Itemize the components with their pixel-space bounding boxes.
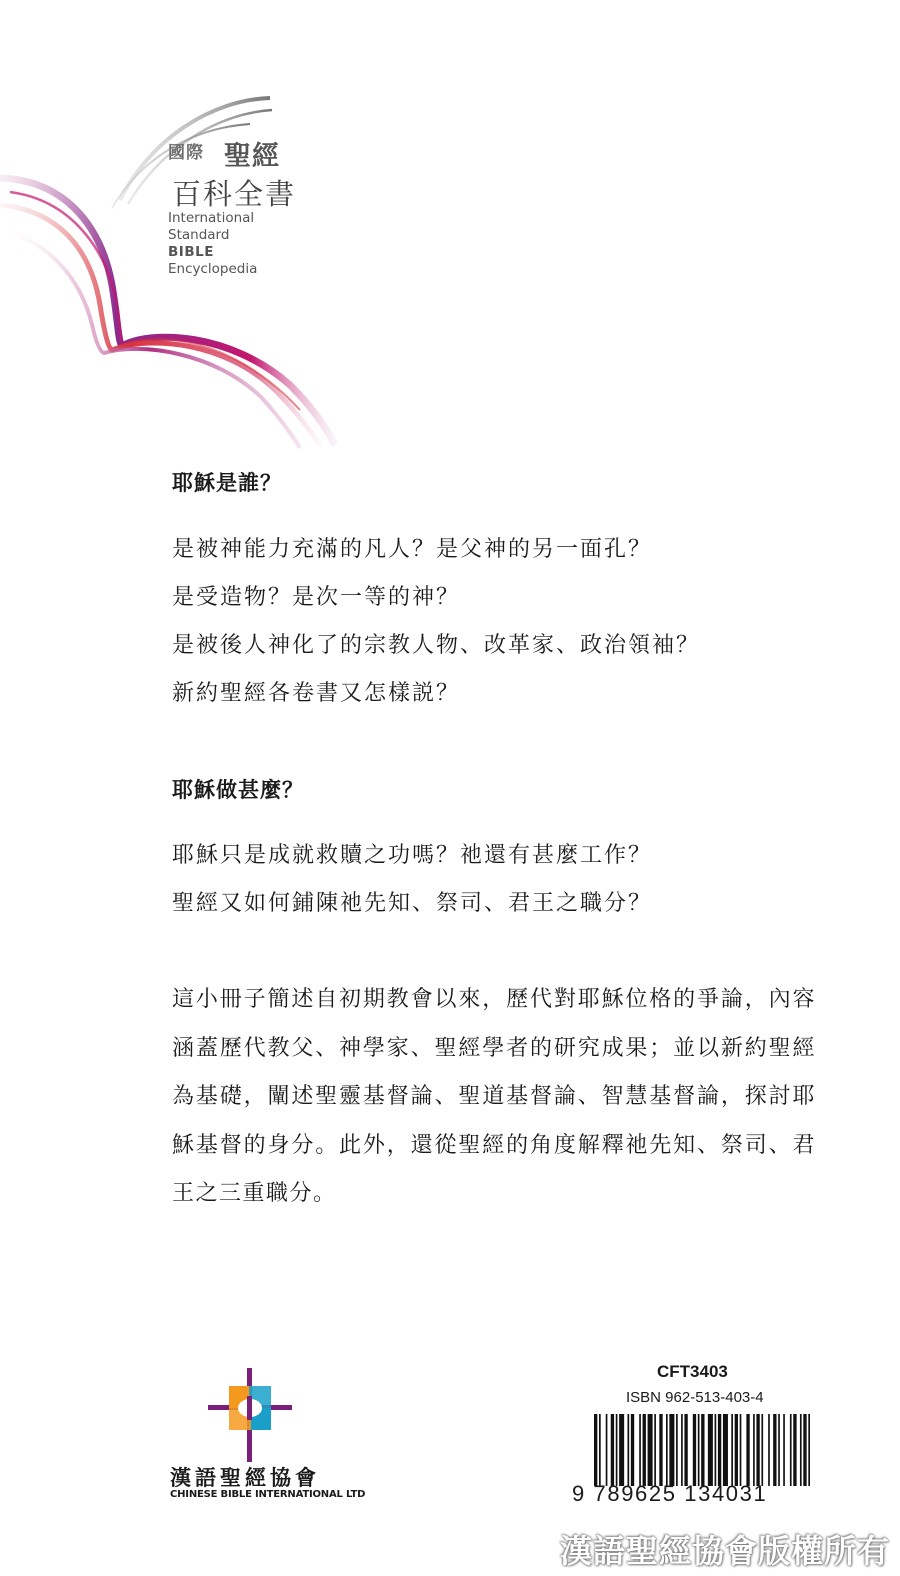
- series-en-line: BIBLE: [168, 244, 214, 260]
- barcode-bar: [698, 1414, 700, 1486]
- barcode-bar: [783, 1414, 785, 1486]
- question-line: 是被神能力充滿的凡人？是父神的另一面孔？: [172, 537, 653, 562]
- barcode-bar: [599, 1414, 601, 1486]
- question-line: 聖經又如何鋪陳祂先知、祭司、君王之職分？: [172, 891, 653, 916]
- series-en-line: International: [168, 210, 255, 226]
- barcode-bar: [659, 1414, 662, 1486]
- barcode-bar: [684, 1414, 687, 1486]
- barcode-bar: [701, 1414, 704, 1486]
- barcode-image: [594, 1414, 810, 1486]
- section-what-jesus-does-questions: [172, 832, 822, 928]
- barcode-bar: [740, 1414, 742, 1486]
- barcode-bar: [800, 1414, 802, 1486]
- series-title-zh-small: 國際: [168, 143, 204, 163]
- question-list: [172, 832, 822, 928]
- barcode-bar: [803, 1414, 806, 1486]
- summary-block: [172, 976, 816, 1219]
- barcode-bar: [753, 1414, 755, 1486]
- barcode-bar: [676, 1414, 678, 1486]
- section-heading: 耶穌是誰？: [172, 471, 282, 495]
- barcode-bar: [746, 1414, 749, 1486]
- barcode-digits: 9 789625 134031: [572, 1481, 768, 1506]
- barcode-bar: [761, 1414, 763, 1486]
- section-who-is-jesus-questions: [172, 526, 822, 718]
- barcode-bar: [594, 1414, 597, 1486]
- barcode-bar: [808, 1414, 810, 1486]
- barcode-bar: [790, 1414, 792, 1486]
- barcode-bar: [627, 1414, 629, 1486]
- barcode-bar: [648, 1414, 653, 1486]
- publisher-name-en: CHINESE BIBLE INTERNATIONAL LTD: [170, 1489, 366, 1500]
- barcode-bar: [611, 1414, 614, 1486]
- copyright-watermark: 漢語聖經協會版權所有: [559, 1532, 890, 1570]
- barcode-bar: [639, 1414, 641, 1486]
- barcode-bar: [631, 1414, 634, 1486]
- barcode-bar: [778, 1414, 780, 1486]
- summary-paragraph: 這小冊子簡述自初期教會以來，歷代對耶穌位格的爭論，內容涵蓋歷代教父、神學家、聖經學者的研究成果；並以新約聖經為基礎，闡述聖靈基督論、聖道基督論、智慧基督論，探討耶穌基督的身分。此外，還從聖經的角度解釋祂先知、祭司、君王之三重職分。: [172, 987, 816, 1206]
- barcode-bar: [643, 1414, 646, 1486]
- question-list: [172, 526, 822, 718]
- barcode-bar: [793, 1414, 796, 1486]
- series-en-line: Standard: [168, 227, 230, 243]
- barcode-bar: [654, 1414, 656, 1486]
- barcode-bar: [708, 1414, 713, 1486]
- publisher-name-zh: 漢語聖經協會: [170, 1466, 320, 1490]
- question-line: 耶穌只是成就救贖之功嗎？祂還有甚麼工作？: [172, 843, 653, 868]
- barcode-bar: [606, 1414, 608, 1486]
- series-title-zh-big: 聖經: [224, 141, 280, 172]
- barcode-bar: [723, 1414, 728, 1486]
- barcode-bar: [715, 1414, 717, 1486]
- question-line: 是受造物？是次一等的神？: [172, 585, 461, 610]
- barcode-bar: [666, 1414, 668, 1486]
- question-line: 新約聖經各卷書又怎樣説？: [172, 681, 461, 706]
- series-title-zh-sub: 百科全書: [172, 177, 297, 211]
- barcode-bar: [669, 1414, 674, 1486]
- barcode-bar: [619, 1414, 624, 1486]
- isbn-label: ISBN 962-513-403-4: [626, 1389, 764, 1406]
- series-title-en: [168, 210, 257, 278]
- barcode-bar: [718, 1414, 721, 1486]
- barcode-bar: [731, 1414, 733, 1486]
- section-heading: 耶穌做甚麼？: [172, 778, 304, 802]
- barcode-bar: [616, 1414, 618, 1486]
- barcode-bar: [693, 1414, 696, 1486]
- barcode-bar: [756, 1414, 759, 1486]
- section-who-is-jesus: [172, 468, 822, 498]
- barcode-bar: [735, 1414, 738, 1486]
- section-what-jesus-does: [172, 775, 822, 805]
- series-en-line: Encyclopedia: [168, 261, 258, 277]
- barcode-bar: [681, 1414, 683, 1486]
- question-line: 是被後人神化了的宗教人物、改革家、政治領袖？: [172, 633, 701, 658]
- publisher-cross-logo: [208, 1368, 292, 1462]
- barcode-bar: [768, 1414, 770, 1486]
- product-code: CFT3403: [657, 1362, 728, 1381]
- barcode-bar: [773, 1414, 776, 1486]
